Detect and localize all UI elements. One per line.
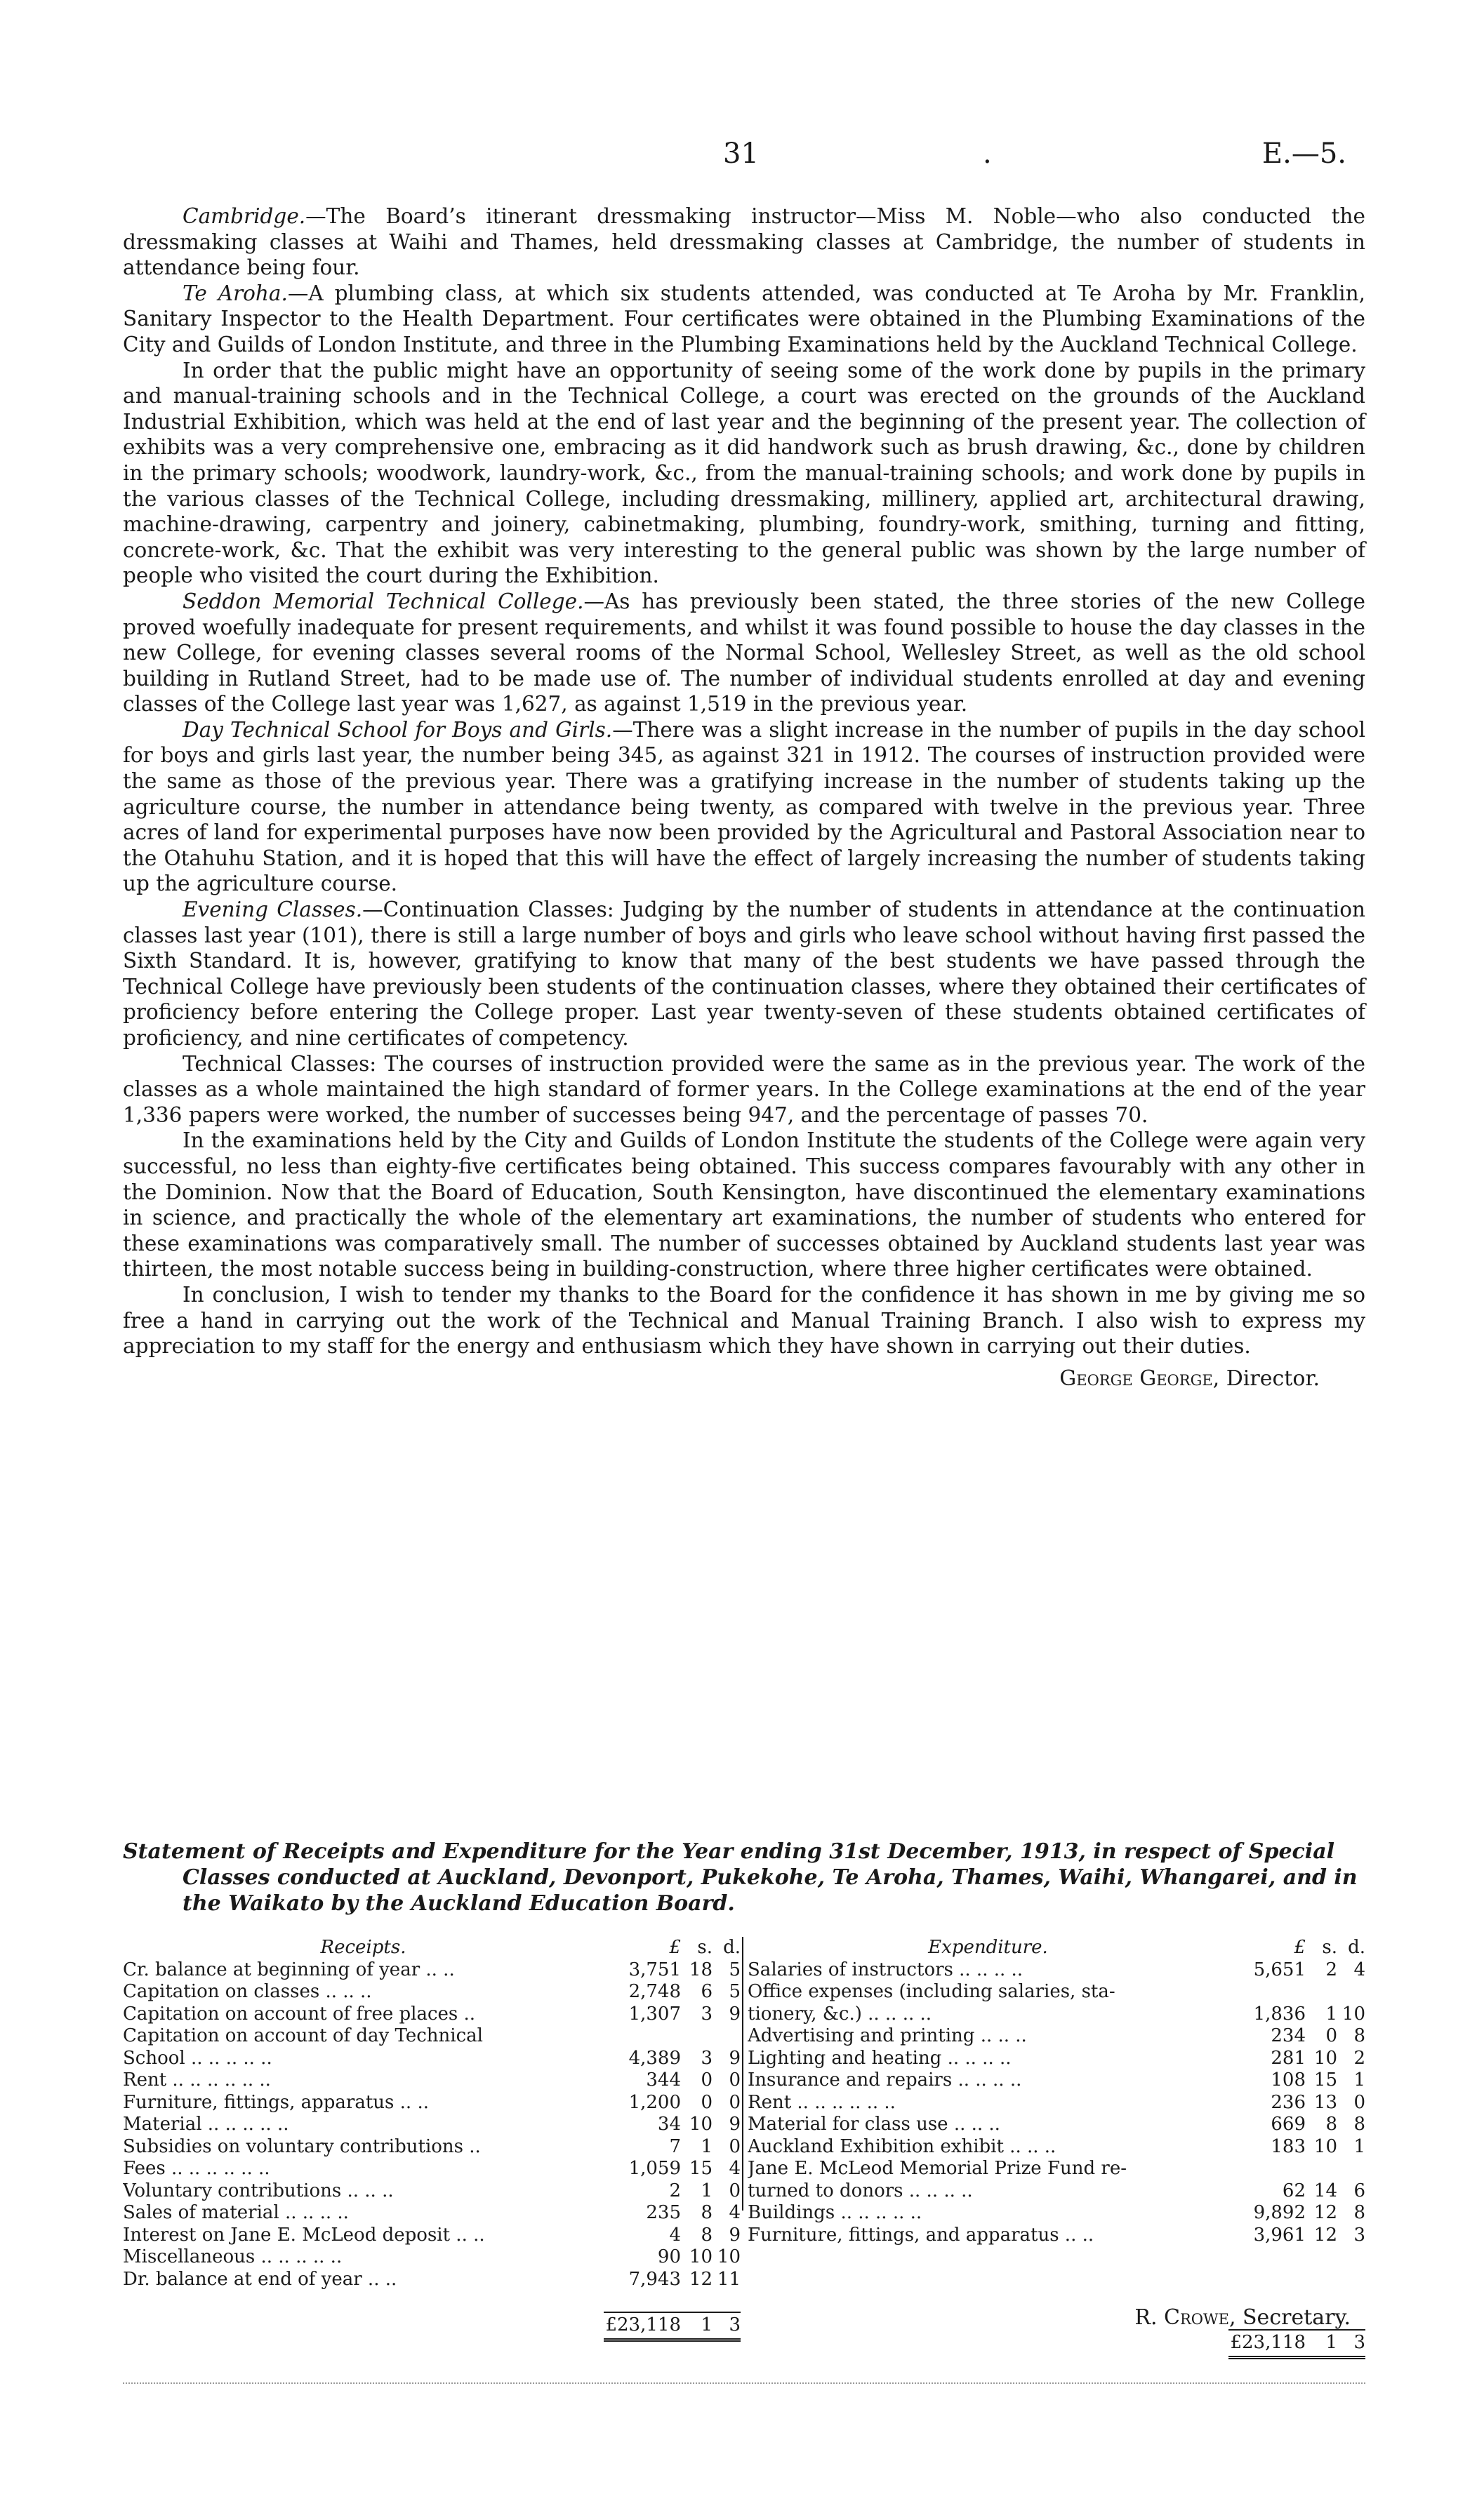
row-description: turned to donors .. .. .. .. bbox=[748, 2180, 973, 2201]
expenditure-header bbox=[748, 1937, 1365, 1959]
row-pence: 11 bbox=[717, 2268, 741, 2290]
paragraph-lead: Day Technical School for Boys and Girls. bbox=[183, 717, 613, 742]
paragraph-text: —As has previously been stated, the three stories of the new College proved woefully inadequate for present requirements, and whilst it was found possible to house the day classes in the new College, for evening classes several rooms of the Normal School, Wellesley Street, as well as the old school building in Rutland Street, had to be made use of. The number of individual students enrolled at day and evening classes of the College last year was 1,627, as against 1,519 in the previous year. bbox=[123, 589, 1365, 716]
row-pounds: 1,200 bbox=[628, 2091, 681, 2113]
row-shillings: 0 bbox=[701, 2069, 713, 2091]
row-description: Auckland Exhibition exhibit .. .. .. bbox=[748, 2135, 1056, 2157]
paragraph-technical-classes bbox=[123, 1051, 1365, 1128]
row-pounds: 3,751 bbox=[628, 1959, 681, 1980]
expenditure-total-box bbox=[1228, 2329, 1365, 2359]
row-pence: 9 bbox=[729, 2224, 741, 2246]
table-row bbox=[123, 1959, 741, 1982]
table-row bbox=[748, 2092, 1365, 2114]
paragraph-conclusion bbox=[123, 1282, 1365, 1359]
row-pounds: 9,892 bbox=[1253, 2202, 1306, 2223]
row-pence bbox=[1337, 2158, 1365, 2180]
row-description: Cr. balance at beginning of year .. .. bbox=[123, 1959, 455, 1980]
pounds-header: £ bbox=[669, 1937, 681, 1958]
row-pence: 0 bbox=[1353, 2091, 1365, 2113]
row-pence: 0 bbox=[729, 2135, 741, 2157]
row-pounds: 2,748 bbox=[628, 1981, 681, 2002]
receipts-total-box bbox=[604, 2312, 741, 2342]
director-title: , Director. bbox=[1212, 1366, 1320, 1391]
column-divider bbox=[742, 1937, 743, 2211]
receipts-total-pounds: £23,118 bbox=[605, 2314, 681, 2335]
row-shillings: 10 bbox=[1313, 2135, 1337, 2157]
table-row bbox=[748, 2158, 1365, 2180]
table-row bbox=[748, 2202, 1365, 2225]
row-pounds: 2 bbox=[669, 2180, 681, 2201]
paragraph-seddon-college bbox=[123, 589, 1365, 717]
row-pounds: 234 bbox=[1271, 2025, 1306, 2046]
row-description: Fees .. .. .. .. .. .. bbox=[123, 2158, 270, 2179]
table-row bbox=[123, 2114, 741, 2136]
table-row bbox=[748, 1959, 1365, 1982]
pounds-header: £ bbox=[1294, 1937, 1306, 1958]
row-shillings: 3 bbox=[701, 2003, 713, 2025]
expenditure-title: Expenditure. bbox=[928, 1937, 1048, 1958]
row-pence: 1 bbox=[1353, 2069, 1365, 2091]
row-shillings: 10 bbox=[689, 2114, 713, 2135]
table-row bbox=[748, 2180, 1365, 2203]
expenditure-total-pence: 3 bbox=[1353, 2332, 1365, 2353]
row-shillings bbox=[681, 2025, 713, 2048]
row-shillings: 6 bbox=[701, 1981, 713, 2002]
receipts-column bbox=[123, 1937, 741, 2342]
row-pounds: 669 bbox=[1271, 2114, 1306, 2135]
row-pounds: 183 bbox=[1271, 2135, 1306, 2157]
row-pounds bbox=[604, 2025, 681, 2048]
paragraph-text: —Continuation Classes: Judging by the number of students in attendance at the continuation classes last year (101), there is still a large number of boys and girls who leave school without having first passed the Sixth Standard. It is, however, gratifying to know that many of the best students we have passed through the Technical College have previously been students of the continuation classes, where they obtained their certificates of proficiency before entering the College proper. Last year twenty-seven of these students obtained certificates of proficiency, and nine certificates of competency. bbox=[123, 898, 1365, 1050]
row-description: Insurance and repairs .. .. .. .. bbox=[748, 2069, 1022, 2091]
row-shillings: 12 bbox=[689, 2268, 713, 2290]
pence-header: d. bbox=[1348, 1937, 1365, 1958]
row-pounds bbox=[1228, 1981, 1306, 2004]
row-pounds: 1,836 bbox=[1253, 2003, 1306, 2025]
row-pounds: 235 bbox=[646, 2202, 681, 2223]
paragraph-text: In the examinations held by the City and Guilds of London Institute the students of the College were again very successful, no less than eighty-five certificates being obtained. This success compares favourably with any other in the Dominion. Now that the Board of Education, South Kensington, have discontinued the elementary examinations in science, and practically the whole of the elementary art examinations, the number of students who entered for these examinations was comparatively small. The number of successes obtained by Auckland students last year was thirteen, the most notable success being in building-construction, where three higher certificates were obtained. bbox=[123, 1128, 1365, 1281]
paragraph-exhibition bbox=[123, 358, 1365, 589]
row-pence: 8 bbox=[1353, 2114, 1365, 2135]
paragraph-text: —There was a slight increase in the number of pupils in the day school for boys and girls last year, the number being 345, as against 321 in 1912. The courses of instruction provided were the same as those of the previous year. There was a gratifying increase in the number of students taking up the agriculture course, the number in attendance being twenty, as compared with twelve in the previous year. Three acres of land for experimental purposes have now been provided by the Agricultural and Pastoral Association near to the Otahuhu Station, and it is hoped that this will have the effect of largely increasing the number of students taking up the agriculture course. bbox=[123, 717, 1366, 896]
row-description: School .. .. .. .. .. bbox=[123, 2047, 272, 2069]
receipts-total-shillings: 1 bbox=[701, 2314, 713, 2335]
row-pence: 4 bbox=[729, 2202, 741, 2223]
row-description: Capitation on account of day Technical bbox=[123, 2025, 483, 2046]
table-row bbox=[123, 2246, 741, 2269]
page-header bbox=[0, 138, 1484, 180]
row-description: Interest on Jane E. McLeod deposit .. .. bbox=[123, 2224, 485, 2246]
row-shillings: 0 bbox=[701, 2091, 713, 2113]
table-row bbox=[748, 1981, 1365, 2004]
row-pounds: 344 bbox=[646, 2069, 681, 2091]
row-pounds: 7 bbox=[669, 2135, 681, 2157]
row-pence bbox=[713, 2025, 741, 2048]
row-pounds: 3,961 bbox=[1253, 2224, 1306, 2246]
row-pence: 4 bbox=[1353, 1959, 1365, 1980]
table-row bbox=[123, 2004, 741, 2026]
paragraph-day-school bbox=[123, 717, 1365, 897]
paragraph-text: —The Board’s itinerant dressmaking instructor—Miss M. Noble—who also conducted the dressmaking classes at Waihi and Thames, held dressmaking classes at Cambridge, the number of students in attendance being four. bbox=[123, 204, 1365, 280]
table-row bbox=[748, 2025, 1365, 2048]
row-shillings: 3 bbox=[701, 2047, 713, 2069]
receipt-rows bbox=[123, 1959, 741, 2291]
secretary-name: R. Crowe bbox=[1134, 2305, 1229, 2330]
row-description: Sales of material .. .. .. .. bbox=[123, 2202, 349, 2223]
row-pence: 0 bbox=[729, 2069, 741, 2091]
row-pounds: 236 bbox=[1271, 2091, 1306, 2113]
paragraph-evening-classes bbox=[123, 897, 1365, 1051]
paragraph-lead: Seddon Memorial Technical College. bbox=[183, 589, 584, 613]
row-pounds: 7,943 bbox=[628, 2268, 681, 2290]
paragraph-lead: Cambridge. bbox=[183, 204, 306, 228]
header-dot: . bbox=[983, 138, 992, 170]
row-description: Advertising and printing .. .. .. bbox=[748, 2025, 1027, 2046]
pence-header: d. bbox=[723, 1937, 741, 1958]
row-shillings: 10 bbox=[689, 2246, 713, 2267]
row-shillings: 1 bbox=[1325, 2003, 1337, 2025]
row-pounds bbox=[1228, 2158, 1306, 2180]
row-pence: 3 bbox=[1353, 2224, 1365, 2246]
row-description: Voluntary contributions .. .. .. bbox=[123, 2180, 394, 2201]
row-description: Material .. .. .. .. .. bbox=[123, 2114, 289, 2135]
row-description: Buildings .. .. .. .. .. bbox=[748, 2202, 922, 2223]
table-row bbox=[123, 2202, 741, 2225]
expenditure-total bbox=[748, 2329, 1365, 2359]
row-pence: 9 bbox=[729, 2114, 741, 2135]
row-pounds: 4,389 bbox=[628, 2047, 681, 2069]
table-row bbox=[748, 2136, 1365, 2159]
row-description: Capitation on classes .. .. .. bbox=[123, 1981, 372, 2002]
row-description: Rent .. .. .. .. .. .. bbox=[748, 2091, 896, 2113]
expenditure-total-shillings: 1 bbox=[1325, 2332, 1337, 2353]
secretary-title: , Secretary. bbox=[1228, 2305, 1351, 2330]
expenditure-rows bbox=[748, 1959, 1365, 2247]
table-row bbox=[123, 2069, 741, 2092]
row-description: Miscellaneous .. .. .. .. .. bbox=[123, 2246, 343, 2267]
row-shillings: 18 bbox=[689, 1959, 713, 1980]
receipts-total bbox=[123, 2312, 741, 2342]
row-pounds: 108 bbox=[1271, 2069, 1306, 2091]
row-shillings: 15 bbox=[689, 2158, 713, 2179]
row-description: Office expenses (including salaries, sta- bbox=[748, 1981, 1115, 2002]
table-row bbox=[123, 2158, 741, 2180]
table-row bbox=[748, 2114, 1365, 2136]
paragraph-text: In order that the public might have an opportunity of seeing some of the work done by pupils in the primary and manual-training schools and in the Technical College, a court was erected on the grounds of the Auckland Industrial Exhibition, which was held at the end of last year and the beginning of the present year. The collection of exhibits was a very comprehensive one, embracing as it did handwork such as brush drawing, &c., done by children in the primary schools; woodwork, laundry-work, &c., from the manual-training schools; and work done by pupils in the various classes of the Technical College, including dressmaking, millinery, applied art, architectural drawing, machine-drawing, carpentry and joinery, cabinetmaking, plumbing, foundry-work, smithing, turning and fitting, concrete-work, &c. That the exhibit was very interesting to the general public was shown by the large number of people who visited the court during the Exhibition. bbox=[123, 358, 1365, 588]
table-row bbox=[748, 2048, 1365, 2070]
table-row bbox=[123, 2136, 741, 2159]
row-shillings: 1 bbox=[701, 2180, 713, 2201]
expenditure-total-pounds: £23,118 bbox=[1230, 2332, 1306, 2353]
row-pence: 10 bbox=[1341, 2003, 1365, 2025]
table-row bbox=[123, 2092, 741, 2114]
table-row bbox=[123, 2048, 741, 2070]
paragraph-text: In conclusion, I wish to tender my thanks to the Board for the confidence it has shown in me by giving me so free a hand in carrying out the work of the Technical and Manual Training Branch. I also wish to express my appreciation to my staff for the energy and enthusiasm which they have shown in carrying out their duties. bbox=[123, 1282, 1365, 1359]
row-shillings: 8 bbox=[701, 2202, 713, 2223]
table-row bbox=[123, 2180, 741, 2203]
row-description: Dr. balance at end of year .. .. bbox=[123, 2268, 397, 2290]
row-description: Capitation on account of free places .. bbox=[123, 2003, 476, 2025]
table-row bbox=[123, 2269, 741, 2291]
paragraph-examinations bbox=[123, 1128, 1365, 1282]
row-description: Salaries of instructors .. .. .. .. bbox=[748, 1959, 1023, 1980]
row-description: Material for class use .. .. .. bbox=[748, 2114, 1000, 2135]
row-shillings: 14 bbox=[1313, 2180, 1337, 2201]
paragraph-cambridge bbox=[123, 204, 1365, 281]
row-pence: 5 bbox=[729, 1981, 741, 2002]
row-pounds: 90 bbox=[657, 2246, 681, 2267]
statement-title-text: Statement of Receipts and Expenditure for the Year ending 31st December, 1913, in respect of Special Classes conducted at Auckland, Devonport, Pukekohe, Te Aroha, Thames, Waihi, Whangarei, and in the Waikato by the Auckland Education Board. bbox=[123, 1839, 1358, 1916]
row-pence: 9 bbox=[729, 2047, 741, 2069]
paragraph-text: Technical Classes: The courses of instruction provided were the same as in the previous year. The work of the classes as a whole maintained the high standard of former years. In the College examinations at the end of the year 1,336 papers were worked, the number of successes being 947, and the percentage of passes 70. bbox=[123, 1051, 1365, 1127]
row-shillings: 8 bbox=[701, 2224, 713, 2246]
row-pence: 0 bbox=[729, 2091, 741, 2113]
row-description: tionery, &c.) .. .. .. .. bbox=[748, 2003, 932, 2025]
page-number: 31 bbox=[723, 138, 759, 170]
row-shillings bbox=[1306, 1981, 1337, 2004]
row-pence: 4 bbox=[729, 2158, 741, 2179]
receipts-total-pence: 3 bbox=[729, 2314, 741, 2335]
row-pence: 6 bbox=[1353, 2180, 1365, 2201]
row-shillings: 15 bbox=[1313, 2069, 1337, 2091]
shillings-header: s. bbox=[697, 1937, 713, 1958]
paragraph-te-aroha bbox=[123, 281, 1365, 358]
receipts-title: Receipts. bbox=[320, 1937, 406, 1958]
row-pence: 10 bbox=[717, 2246, 741, 2267]
row-shillings: 1 bbox=[701, 2135, 713, 2157]
row-description: Jane E. McLeod Memorial Prize Fund re- bbox=[748, 2158, 1127, 2179]
row-pence: 1 bbox=[1353, 2135, 1365, 2157]
row-shillings: 10 bbox=[1313, 2047, 1337, 2069]
shillings-header: s. bbox=[1322, 1937, 1337, 1958]
row-pounds: 1,307 bbox=[628, 2003, 681, 2025]
statement-title bbox=[123, 1839, 1365, 1916]
director-signature bbox=[123, 1366, 1320, 1392]
footer-rule bbox=[123, 2382, 1365, 2387]
row-description: Rent .. .. .. .. .. .. bbox=[123, 2069, 271, 2091]
secretary-signature bbox=[1134, 2305, 1351, 2330]
row-pence: 8 bbox=[1353, 2025, 1365, 2046]
row-pounds: 34 bbox=[657, 2114, 681, 2135]
table-row bbox=[748, 2225, 1365, 2247]
row-pence: 0 bbox=[729, 2180, 741, 2201]
row-pounds: 1,059 bbox=[628, 2158, 681, 2179]
report-body bbox=[123, 204, 1365, 1392]
row-pence: 8 bbox=[1353, 2202, 1365, 2223]
row-shillings: 12 bbox=[1313, 2224, 1337, 2246]
receipts-header bbox=[123, 1937, 741, 1959]
expenditure-column bbox=[748, 1937, 1365, 2359]
table-row bbox=[748, 2069, 1365, 2092]
row-shillings: 8 bbox=[1325, 2114, 1337, 2135]
row-shillings: 13 bbox=[1313, 2091, 1337, 2113]
director-name: George George bbox=[1059, 1366, 1213, 1391]
row-pounds: 281 bbox=[1271, 2047, 1306, 2069]
row-description: Furniture, fittings, apparatus .. .. bbox=[123, 2091, 429, 2113]
table-row bbox=[123, 2225, 741, 2247]
paragraph-text: —A plumbing class, at which six students attended, was conducted at Te Aroha by Mr. Franklin, Sanitary Inspector to the Health Department. Four certificates were obtained in the Plumbing Examinations of the City and Guilds of London Institute, and three in the Plumbing Examinations held by the Auckland Technical College. bbox=[123, 281, 1365, 356]
report-code: E.—5. bbox=[1261, 138, 1346, 170]
row-shillings: 12 bbox=[1313, 2202, 1337, 2223]
row-shillings: 0 bbox=[1325, 2025, 1337, 2046]
row-pence bbox=[1337, 1981, 1365, 2004]
table-row bbox=[123, 2025, 741, 2048]
row-pence: 2 bbox=[1353, 2047, 1365, 2069]
row-shillings bbox=[1306, 2158, 1337, 2180]
row-pence: 9 bbox=[729, 2003, 741, 2025]
row-pounds: 5,651 bbox=[1253, 1959, 1306, 1980]
row-description: Lighting and heating .. .. .. .. bbox=[748, 2047, 1012, 2069]
row-shillings: 2 bbox=[1325, 1959, 1337, 1980]
paragraph-lead: Evening Classes. bbox=[183, 898, 363, 922]
table-row bbox=[123, 1981, 741, 2004]
row-description: Furniture, fittings, and apparatus .. .. bbox=[748, 2224, 1094, 2246]
paragraph-lead: Te Aroha. bbox=[183, 281, 288, 305]
table-row bbox=[748, 2004, 1365, 2026]
row-pounds: 4 bbox=[669, 2224, 681, 2246]
row-pence: 5 bbox=[729, 1959, 741, 1980]
row-description: Subsidies on voluntary contributions .. bbox=[123, 2135, 481, 2157]
row-pounds: 62 bbox=[1282, 2180, 1306, 2201]
